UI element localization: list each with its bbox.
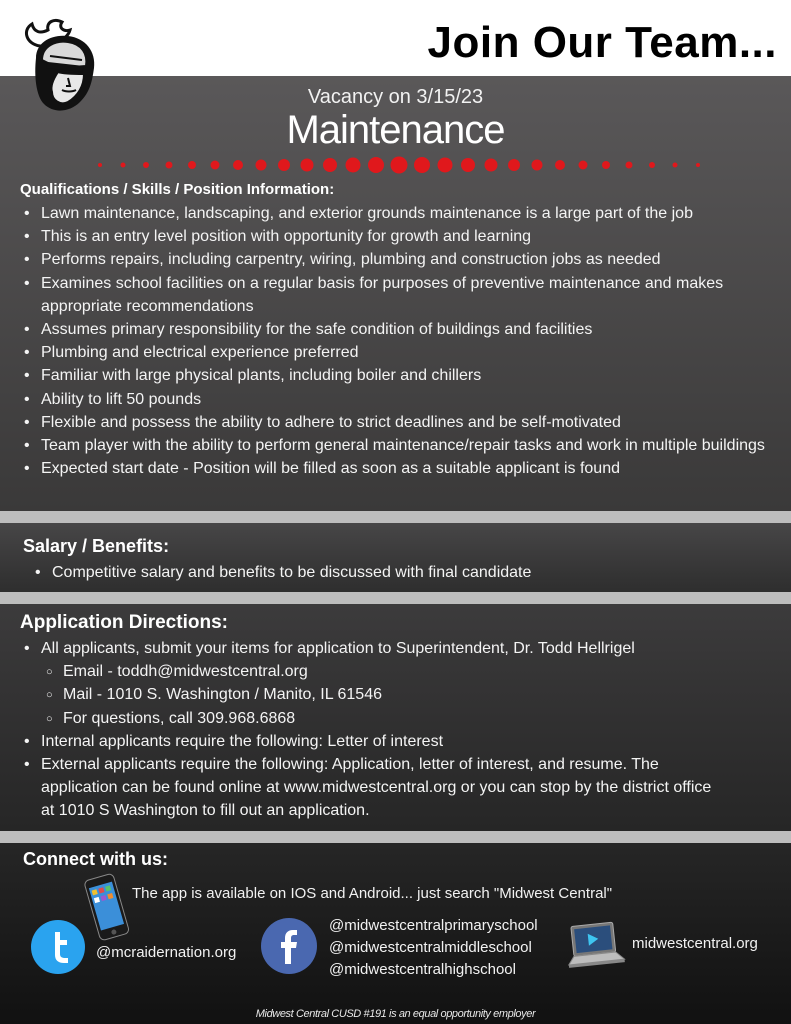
laptop-icon: [565, 918, 627, 974]
connect-heading: Connect with us:: [23, 849, 168, 869]
vacancy-date: Vacancy on 3/15/23: [307, 86, 484, 108]
salary-list: [31, 561, 771, 584]
decorative-dot: [391, 157, 408, 174]
list-item: • Performs repairs, including carpentry, wiring, plumbing and construction jobs as needed: [20, 248, 772, 271]
decorative-dot: [673, 163, 678, 168]
decorative-dot: [301, 159, 314, 172]
decorative-dot: [256, 160, 267, 171]
decorative-dot: [508, 159, 520, 171]
decorative-dot: [98, 163, 102, 167]
divider: [0, 831, 791, 843]
list-item: • Familiar with large physical plants, including boiler and chillers: [20, 364, 772, 387]
facebook-page[interactable]: @midwestcentralhighschool: [329, 961, 516, 978]
decorative-dot: [696, 163, 700, 167]
decorative-dot: [346, 158, 361, 173]
app-availability: The app is available on IOS and Android... just search "Midwest Central": [132, 885, 613, 902]
qualifications-heading: Qualifications / Skills / Position Information:: [20, 181, 335, 198]
list-item: • Plumbing and electrical experience preferred: [20, 341, 772, 364]
phone-contact: ○ For questions, call 309.968.6868: [20, 707, 720, 730]
list-item: • Flexible and possess the ability to adhere to strict deadlines and be self-motivated: [20, 411, 772, 434]
decorative-dot: [532, 160, 543, 171]
divider: [0, 511, 791, 523]
list-item: • This is an entry level position with opportunity for growth and learning: [20, 225, 772, 248]
list-item: • Team player with the ability to perform general maintenance/repair tasks and work in multiple buildings: [20, 434, 772, 457]
decorative-dot: [626, 162, 633, 169]
decorative-dot: [649, 162, 655, 168]
list-item: • External applicants require the following: Application, letter of interest, and resume. The application can be found online at www.midwestcentral.org or you can stop by the district office at 1010 S Washington to fill out an application.: [20, 753, 720, 823]
list-item: • Ability to lift 50 pounds: [20, 388, 772, 411]
list-item: • Expected start date - Position will be filled as soon as a suitable applicant is found: [20, 457, 772, 480]
decorative-dot: [166, 162, 173, 169]
application-heading: Application Directions:: [20, 612, 228, 633]
decorative-dot: [143, 162, 149, 168]
email-contact: ○ Email - toddh@midwestcentral.org: [20, 660, 720, 683]
decorative-dot: [233, 160, 243, 170]
list-item: • Examines school facilities on a regular basis for purposes of preventive maintenance and makes appropriate recommendations: [20, 272, 772, 318]
decorative-dot: [438, 158, 453, 173]
list-item: • All applicants, submit your items for application to Superintendent, Dr. Todd Hellrigel: [20, 637, 720, 660]
decorative-dot: [579, 161, 588, 170]
decorative-dot: [555, 160, 565, 170]
mail-contact: ○ Mail - 1010 S. Washington / Manito, IL 61546: [20, 683, 720, 706]
headline: Join Our Team...: [427, 18, 777, 67]
decorative-dot: [414, 157, 430, 173]
twitter-handle[interactable]: @mcraidernation.org: [96, 944, 237, 961]
footer-note: Midwest Central CUSD #191 is an equal opportunity employer: [255, 1008, 536, 1020]
facebook-icon[interactable]: [261, 918, 317, 974]
website-link[interactable]: midwestcentral.org: [632, 935, 758, 952]
decorative-dot: [188, 161, 196, 169]
facebook-page[interactable]: @midwestcentralmiddleschool: [329, 939, 532, 956]
facebook-page[interactable]: @midwestcentralprimaryschool: [329, 917, 538, 934]
divider: [0, 592, 791, 604]
twitter-icon[interactable]: [29, 920, 87, 974]
decorative-dots: [80, 150, 720, 180]
knight-helmet-logo-icon: [18, 16, 100, 122]
salary-heading: Salary / Benefits:: [23, 536, 170, 556]
job-title: Maintenance: [286, 108, 505, 152]
decorative-dot: [278, 159, 290, 171]
decorative-dot: [485, 159, 498, 172]
list-item: • Competitive salary and benefits to be discussed with final candidate: [31, 561, 771, 584]
facebook-pages: [329, 915, 538, 981]
qualifications-list: [20, 202, 772, 480]
decorative-dot: [461, 158, 475, 172]
list-item: • Internal applicants require the following: Letter of interest: [20, 730, 720, 753]
decorative-dot: [368, 157, 384, 173]
application-list: [20, 637, 720, 823]
decorative-dot: [602, 161, 610, 169]
decorative-dot: [121, 163, 126, 168]
list-item: • Lawn maintenance, landscaping, and exterior grounds maintenance is a large part of the job: [20, 202, 772, 225]
list-item: • Assumes primary responsibility for the safe condition of buildings and facilities: [20, 318, 772, 341]
decorative-dot: [323, 158, 337, 172]
decorative-dot: [211, 161, 220, 170]
